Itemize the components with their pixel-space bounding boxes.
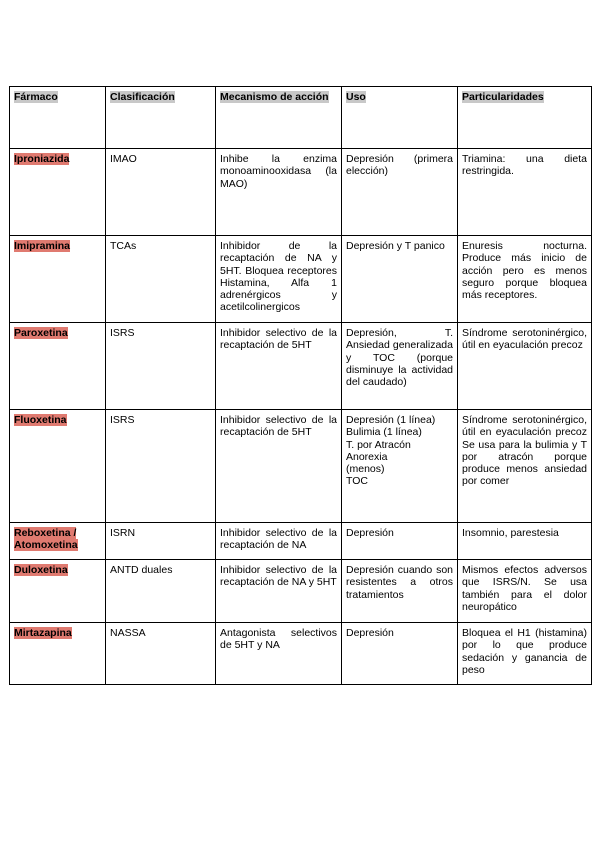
cell-mecanismo: Inhibidor selectivo de la recaptación de 5HT	[216, 323, 342, 410]
header-mecanismo: Mecanismo de acción	[216, 87, 342, 149]
cell-clasificacion: ISRN	[106, 523, 216, 560]
uso-line: Bulimia (1 línea)	[346, 426, 422, 439]
cell-clasificacion: ISRS	[106, 323, 216, 410]
table-row	[10, 410, 592, 523]
cell-mecanismo: Inhibidor selectivo de la recaptación de NA y 5HT	[216, 560, 342, 623]
cell-uso: Depresión (primera elección)	[342, 149, 458, 236]
table-row	[10, 149, 592, 236]
table-row	[10, 323, 592, 410]
cell-farmaco: Iproniazida	[10, 149, 106, 236]
header-particularidades: Particularidades	[458, 87, 592, 149]
cell-uso	[342, 410, 458, 523]
cell-uso: Depresión y T panico	[342, 236, 458, 323]
cell-farmaco: Duloxetina	[10, 560, 106, 623]
cell-clasificacion: TCAs	[106, 236, 216, 323]
antidepressant-table	[9, 86, 592, 685]
cell-uso: Depresión	[342, 623, 458, 685]
cell-mecanismo: Inhibidor de la recaptación de NA y 5HT. Bloquea receptores Histamina, Alfa 1 adrenérgicos y acetilcolinergicos	[216, 236, 342, 323]
uso-line: (menos)	[346, 463, 385, 476]
cell-clasificacion: NASSA	[106, 623, 216, 685]
cell-particularidades: Triamina: una dieta restringida.	[458, 149, 592, 236]
cell-farmaco: Fluoxetina	[10, 410, 106, 523]
header-farmaco: Fármaco	[10, 87, 106, 149]
cell-farmaco: Paroxetina	[10, 323, 106, 410]
cell-mecanismo: Antagonista selectivos de 5HT y NA	[216, 623, 342, 685]
table-row	[10, 623, 592, 685]
cell-uso: Depresión	[342, 523, 458, 560]
cell-uso: Depresión cuando son resistentes a otros tratamientos	[342, 560, 458, 623]
cell-particularidades: Síndrome serotoninérgico, útil en eyaculación precoz	[458, 323, 592, 410]
cell-clasificacion: ISRS	[106, 410, 216, 523]
cell-mecanismo: Inhibidor selectivo de la recaptación de NA	[216, 523, 342, 560]
cell-particularidades: Enuresis nocturna. Produce más inicio de acción pero es menos seguro porque bloquea más receptores.	[458, 236, 592, 323]
cell-particularidades: Síndrome serotoninérgico, útil en eyaculación precoz Se usa para la bulimia y T por atracón porque produce menos ansiedad por comer	[458, 410, 592, 523]
cell-particularidades: Insomnio, parestesia	[458, 523, 592, 560]
uso-line: TOC	[346, 475, 368, 488]
header-uso: Uso	[342, 87, 458, 149]
uso-line: Anorexia	[346, 450, 388, 463]
table-row	[10, 236, 592, 323]
uso-line: Depresión (1 línea)	[346, 414, 436, 426]
table-row	[10, 523, 592, 560]
cell-particularidades: Bloquea el H1 (histamina) por lo que produce sedación y ganancia de peso	[458, 623, 592, 685]
header-clasificacion: Clasificación	[106, 87, 216, 149]
cell-particularidades: Mismos efectos adversos que ISRS/N. Se usa también para el dolor neuropático	[458, 560, 592, 623]
cell-clasificacion: ANTD duales	[106, 560, 216, 623]
cell-farmaco: Mirtazapina	[10, 623, 106, 685]
cell-mecanismo: Inhibe la enzima monoaminooxidasa (la MAO)	[216, 149, 342, 236]
header-row	[10, 87, 592, 149]
cell-uso: Depresión, T. Ansiedad generalizada y TOC (porque disminuye la actividad del caudado)	[342, 323, 458, 410]
cell-mecanismo: Inhibidor selectivo de la recaptación de 5HT	[216, 410, 342, 523]
uso-line: T. por Atracón	[346, 438, 411, 451]
table-row	[10, 560, 592, 623]
cell-clasificacion: IMAO	[106, 149, 216, 236]
cell-farmaco: Imipramina	[10, 236, 106, 323]
cell-farmaco: Reboxetina / Atomoxetina	[10, 523, 106, 560]
